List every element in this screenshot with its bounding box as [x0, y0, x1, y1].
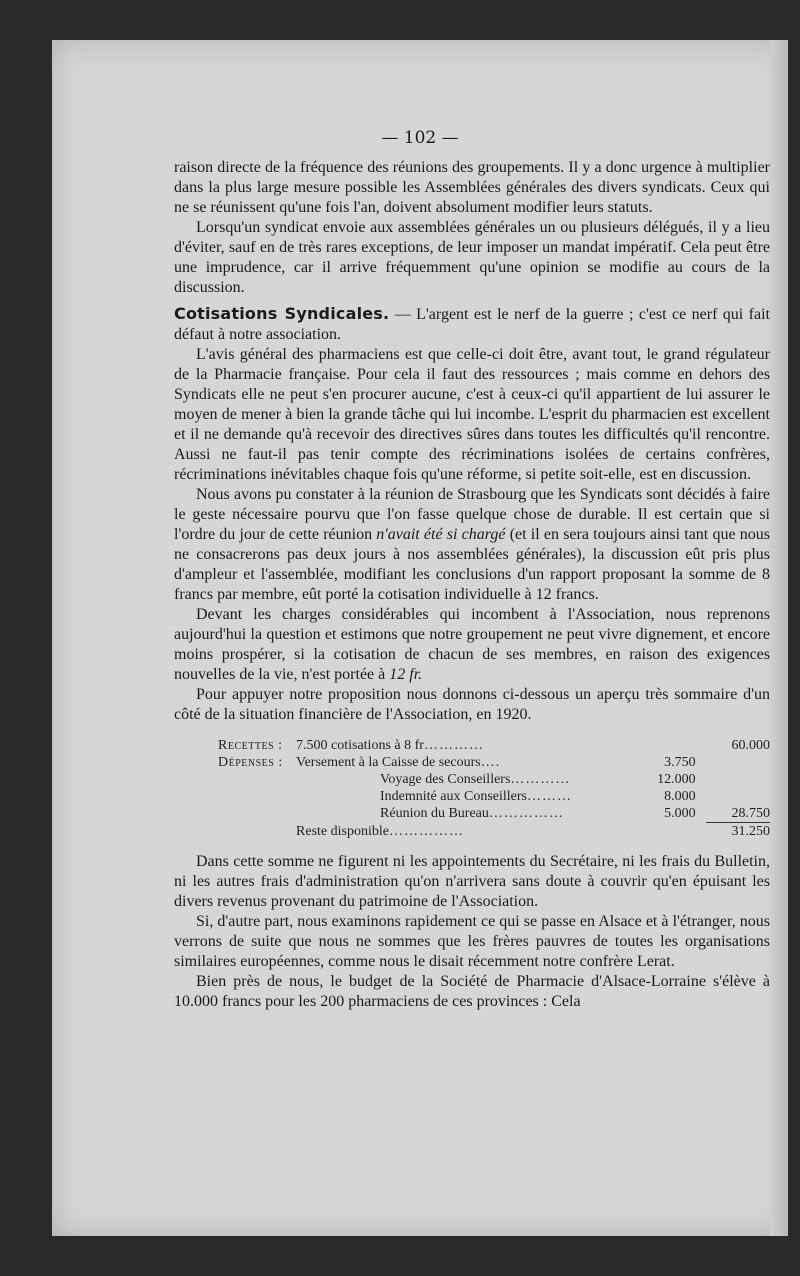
budget-row-depense [218, 771, 770, 788]
paragraph-delegues: Lorsqu'un syndicat envoie aux assemblées générales un ou plusieurs délégués, il y a lieu d'éviter, sauf en de très rares exceptions, de leur imposer un mandat impératif. Cela peut être une imprudence, car il arrive fréquemment qu'une opinion se modifie au cours de la discussion. [174, 219, 770, 296]
budget-row-recettes [218, 737, 770, 754]
budget-row-reste [218, 823, 770, 841]
section-cotisations [174, 304, 770, 345]
strasbourg-part1: Nous avons pu constater à la réunion de Strasbourg que les Syndicats sont décidés à faire le geste nécessaire pourvu que l'on fasse quelque chose de durable. Il est certain que si l'ordre du jour de cette réunion [174, 486, 770, 543]
paragraph-alsace: Si, d'autre part, nous examinons rapidement ce qui se passe en Alsace et à l'étranger, nous verrons de suite que nous ne sommes que les frères pauvres de toutes les organisations similaires européennes, comme nous le disait récemment notre confrère Lerat. [174, 913, 770, 970]
paragraph-strasbourg [174, 485, 770, 605]
charges-part1: Devant les charges considérables qui incombent à l'Association, nous reprenons aujourd'hui la question et estimons que notre groupement ne peut vivre dignement, et encore moins prospérer, si la cotisation de chacun de ses membres, en raison des exigences nouvelles de la vie, n'est portée à [174, 606, 770, 683]
depenses-label: Dépenses : [218, 755, 283, 770]
paragraph-charges [174, 605, 770, 685]
budget-table [218, 737, 770, 840]
recettes-total: 60.000 [731, 738, 770, 753]
reste-value: 31.250 [731, 824, 770, 839]
depense-value: 5.000 [664, 806, 696, 821]
reste-label: Reste disponible…………… [296, 823, 464, 839]
strasbourg-italic: n'avait été si chargé [376, 526, 506, 543]
paragraph-avis: L'avis général des pharmaciens est que celle-ci doit être, avant tout, le grand régulateur de la Pharmacie française. Pour cela il faut des ressources ; mais comme en dehors des Syndicats elle ne peut s'en procurer aucune, c'est à ceux-ci qu'il appartient de lui assurer le moyen de mener à bien la grande tâche qui lui incombe. L'esprit du pharmacien est excellent et il ne demande qu'à recevoir des directives sûres dans toutes les difficultés qu'il rencontre. Aussi ne faut-il pas tenir compte des récriminations isolées de certains confrères, récriminations inévitables chaque fois qu'une réforme, si petite soit-elle, est en discussion. [174, 346, 770, 483]
budget-row-depense [218, 805, 770, 823]
recettes-desc: 7.500 cotisations à 8 fr………… [296, 738, 484, 753]
depenses-total: 28.750 [706, 805, 770, 823]
depense-value: 8.000 [664, 789, 696, 804]
page-spine-shadow [770, 40, 788, 1236]
depense-desc: Versement à la Caisse de secours…. [296, 755, 501, 770]
section-heading: Cotisations Syndicales. [174, 304, 390, 323]
budget-row-depense [218, 788, 770, 805]
depense-desc: Réunion du Bureau…………… [380, 806, 564, 821]
paragraph-continued: raison directe de la fréquence des réunions des groupements. Il y a donc urgence à multiplier dans la plus large mesure possible les Assemblées générales des divers syndicats. Ceux qui ne se réunissent qu'une fois l'an, doivent absolument modifier leurs statuts. [174, 159, 770, 216]
strasbourg-part2: (et il en sera toujours ainsi tant que nous ne consacrerons pas deux jours à nos assemblées générales), la discussion eût pris plus d'ampleur et l'assemblée, modifiant les conclusions d'un rapport proposant la somme de 8 francs par membre, eût porté la cotisation individuelle à 12 francs. [174, 526, 770, 603]
paragraph-budget-alsace: Bien près de nous, le budget de la Société de Pharmacie d'Alsace-Lorraine s'élève à 10.000 francs pour les 200 pharmaciens de ces provinces : Cela [174, 973, 770, 1010]
depense-desc: Indemnité aux Conseillers……… [380, 789, 572, 804]
body-text [174, 158, 770, 1012]
section-heading-rest: — L'argent est le nerf de la guerre ; c'est ce nerf qui fait défaut à notre association. [174, 306, 770, 343]
recettes-label: Recettes : [218, 738, 283, 753]
charges-italic: 12 fr. [389, 666, 423, 683]
depense-value: 3.750 [664, 755, 696, 770]
paragraph-somme: Dans cette somme ne figurent ni les appointements du Secrétaire, ni les frais du Bulletin, ni les autres frais d'administration qu'on n'arrivera sans doute à couvrir qu'en épuisant les divers revenus provenant du patrimoine de l'Association. [174, 853, 770, 910]
depense-desc: Voyage des Conseillers………… [380, 772, 571, 787]
page-number: — 102 — [381, 128, 459, 148]
budget-row-depense [218, 754, 770, 771]
book-page [52, 40, 788, 1236]
paragraph-appui: Pour appuyer notre proposition nous donnons ci-dessous un aperçu très sommaire d'un côté de la situation financière de l'Association, en 1920. [174, 686, 770, 723]
depense-value: 12.000 [657, 772, 696, 787]
